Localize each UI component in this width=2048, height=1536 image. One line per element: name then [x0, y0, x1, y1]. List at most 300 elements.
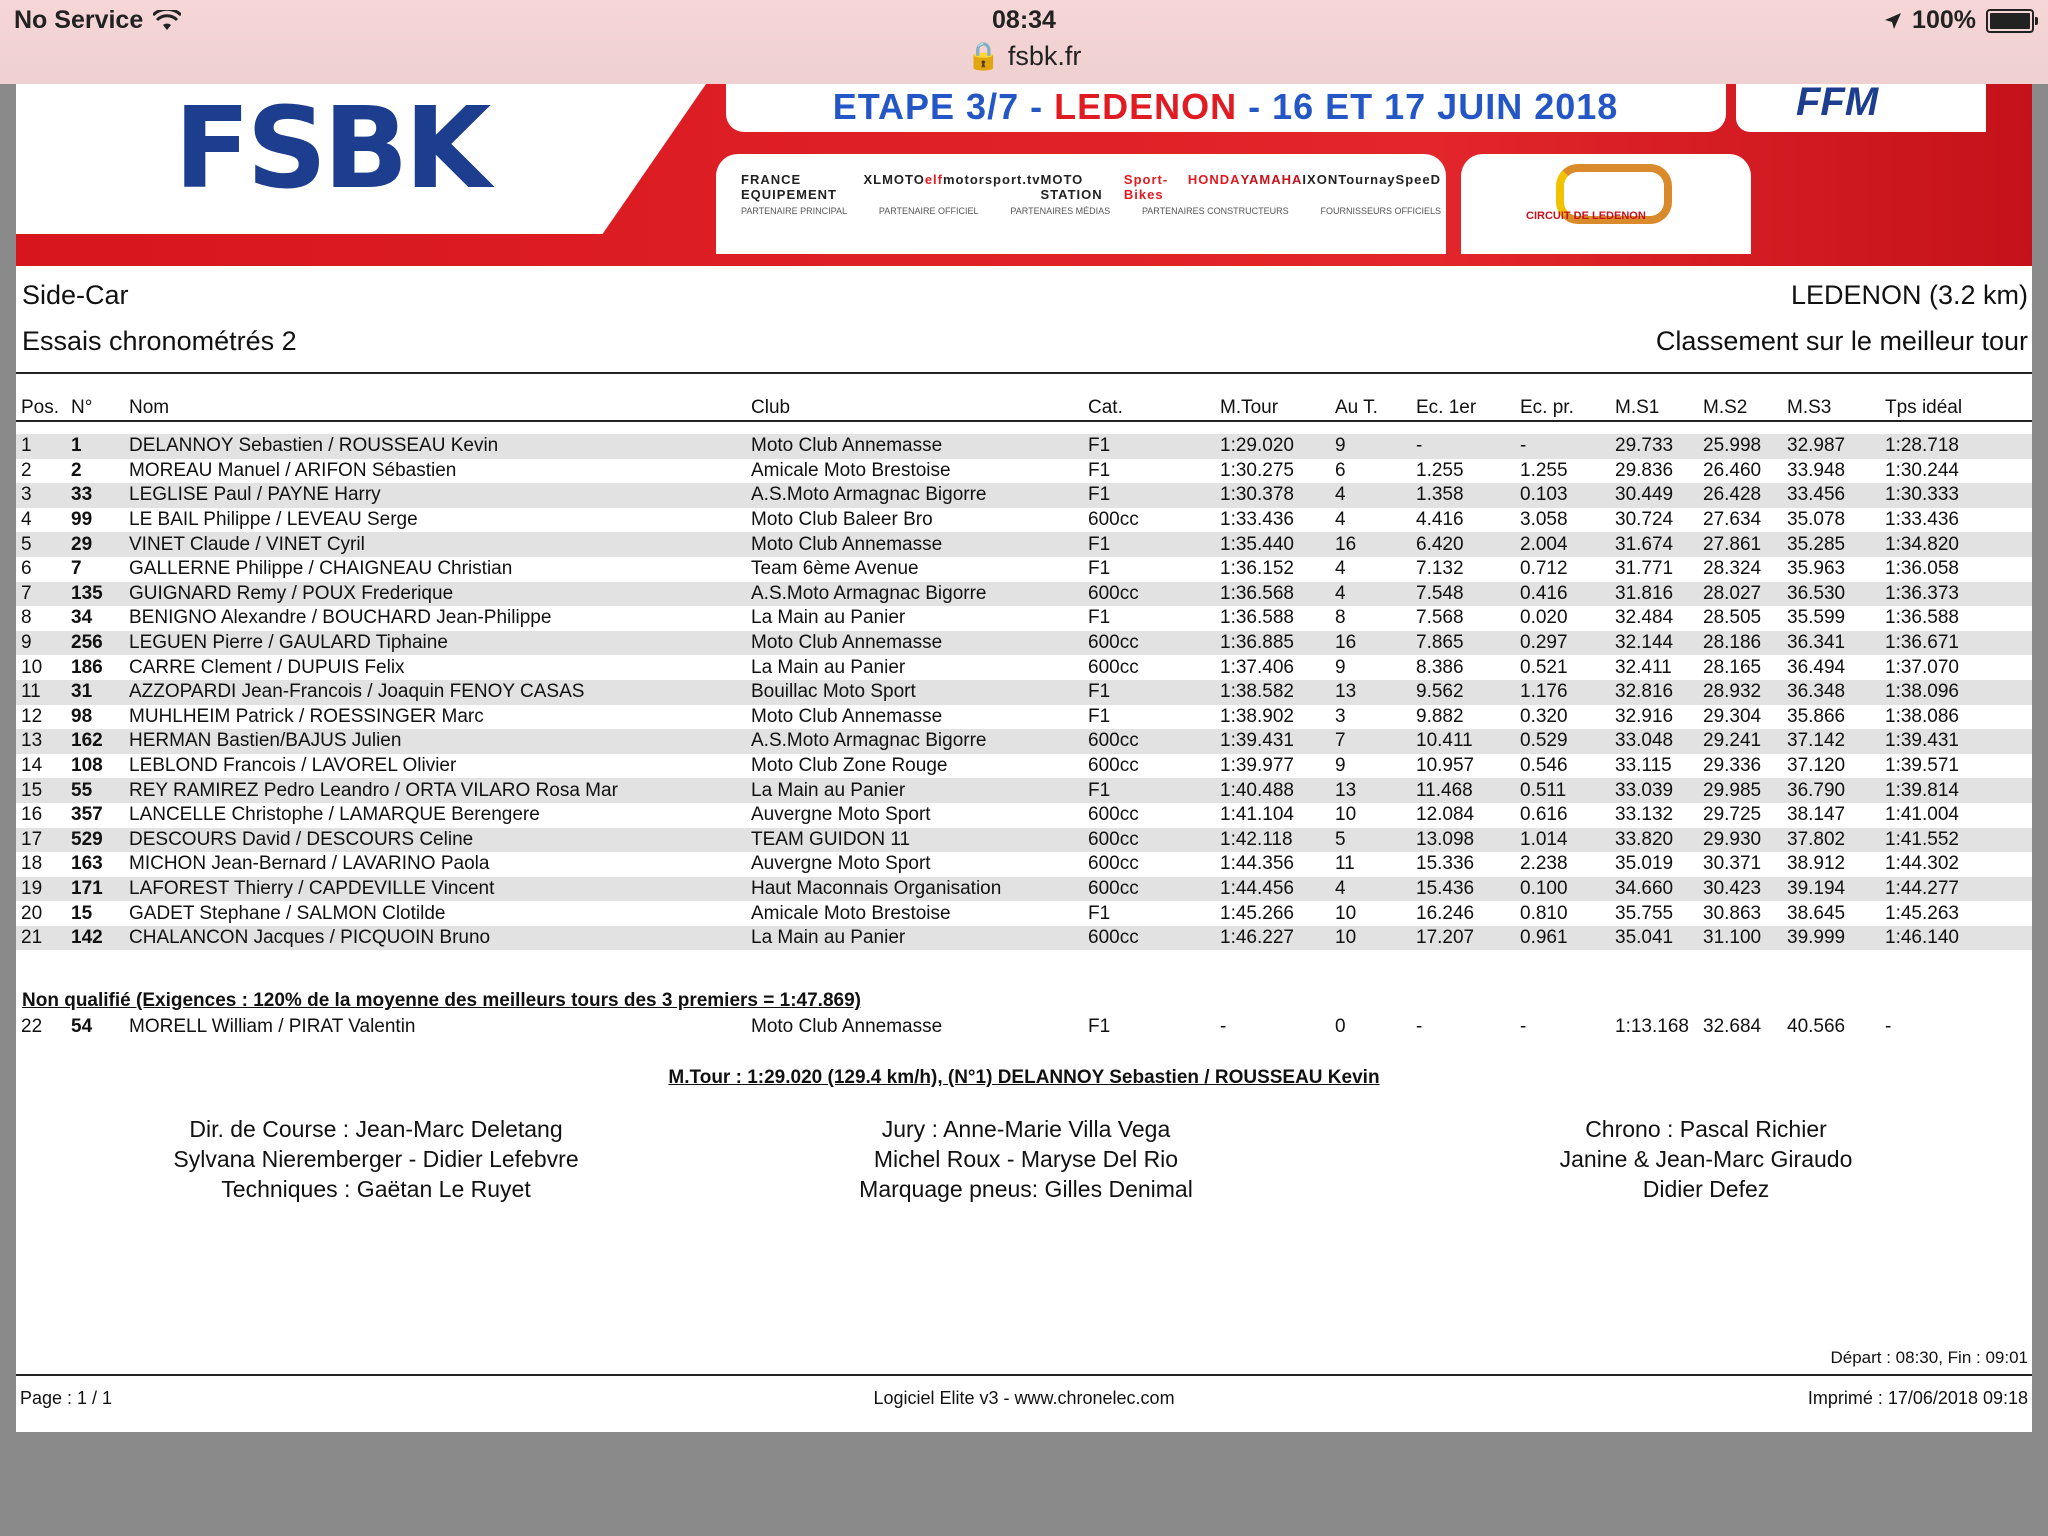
results-document	[16, 84, 2032, 1432]
table-cell: 600cc	[1088, 509, 1139, 531]
table-cell: 1:30.378	[1215, 483, 1330, 508]
table-cell: 29.241	[1698, 729, 1782, 754]
table-cell: 10	[21, 656, 43, 678]
table-cell: 27.634	[1703, 509, 1762, 531]
table-cell: MUHLHEIM Patrick / ROESSINGER Marc	[129, 705, 484, 727]
table-cell: 26.460	[1703, 459, 1762, 481]
table-header-row	[16, 396, 2032, 421]
table-cell: 37.802	[1782, 828, 1880, 853]
print-date: Imprimé : 17/06/2018 09:18	[1807, 1388, 2028, 1408]
table-cell: Haut Maconnais Organisation	[746, 877, 1083, 902]
table-row	[16, 508, 2032, 533]
table-cell: Auvergne Moto Sport	[751, 804, 931, 826]
table-cell: CHALANCON Jacques / PICQUOIN Bruno	[124, 926, 746, 951]
table-cell: LANCELLE Christophe / LAMARQUE Berengere	[129, 804, 540, 826]
table-cell: 15.436	[1411, 877, 1515, 902]
table-cell: 8	[1335, 607, 1346, 629]
table-cell: 7	[1330, 729, 1411, 754]
table-cell: -	[1520, 1016, 1527, 1038]
table-cell: 29.836	[1615, 459, 1674, 481]
table-cell: LE BAIL Philippe / LEVEAU Serge	[129, 509, 418, 531]
table-cell: 32.816	[1610, 680, 1698, 705]
table-cell: 1.014	[1515, 828, 1610, 853]
table-cell: 6.420	[1411, 532, 1515, 557]
table-cell: 1:30.275	[1220, 459, 1294, 481]
table-row	[16, 828, 2032, 853]
sponsor-logo: IXON	[1302, 172, 1339, 187]
table-cell: 4	[1330, 483, 1411, 508]
table-cell: AZZOPARDI Jean-Francois / Joaquin FENOY CASAS	[124, 680, 746, 705]
table-cell: 1:42.118	[1215, 828, 1330, 853]
table-cell: 2.004	[1515, 532, 1610, 557]
table-cell: 28.324	[1703, 558, 1762, 580]
table-cell: 39.999	[1782, 926, 1880, 951]
non-qualified-title: Non qualifié (Exigences : 120% de la moyenne des meilleurs tours des 3 premiers = 1:47.869)	[22, 990, 861, 1011]
table-cell: 162	[66, 729, 124, 754]
table-cell: 3	[1335, 705, 1346, 727]
table-cell: Moto Club Annemasse	[746, 631, 1083, 656]
table-cell: 7.548	[1411, 582, 1515, 607]
table-cell: 0.511	[1515, 778, 1610, 803]
table-row	[16, 901, 2032, 926]
table-cell: 1:33.436	[1885, 509, 1959, 531]
table-cell: 1:39.814	[1880, 778, 2032, 803]
sponsor-logos	[741, 172, 1441, 202]
table-cell: 15	[71, 902, 93, 924]
table-cell: 14	[21, 755, 43, 777]
table-cell: 1:40.488	[1215, 778, 1330, 803]
table-cell: 16.246	[1416, 902, 1475, 924]
table-cell: La Main au Panier	[746, 926, 1083, 951]
table-cell: F1	[1088, 705, 1111, 727]
table-cell: 1:34.820	[1880, 532, 2032, 557]
table-cell: 1:36.588	[1220, 607, 1294, 629]
circuit-label: CIRCUIT DE LEDENON	[1526, 210, 1646, 222]
table-cell: 16	[1330, 631, 1411, 656]
table-cell: 1:30.333	[1880, 483, 2032, 508]
table-cell: La Main au Panier	[746, 778, 1083, 803]
table-cell: 29.304	[1703, 705, 1762, 727]
table-cell: La Main au Panier	[751, 607, 906, 629]
table-cell: 22	[21, 1016, 43, 1038]
table-cell: Amicale Moto Brestoise	[751, 459, 951, 481]
table-cell: 600cc	[1083, 828, 1215, 853]
table-cell: 30.863	[1703, 902, 1762, 924]
table-cell: 256	[66, 631, 124, 656]
table-cell: 6	[21, 558, 32, 580]
battery-status	[1884, 6, 2034, 35]
table-cell: 19	[16, 877, 66, 902]
column-header: M.S1	[1615, 397, 1660, 418]
table-cell: GUIGNARD Remy / POUX Frederique	[124, 582, 746, 607]
table-cell: 1:38.902	[1220, 705, 1294, 727]
table-cell: 13	[16, 729, 66, 754]
footer-divider	[16, 1374, 2032, 1376]
table-row	[16, 582, 2032, 607]
table-cell: 1:39.571	[1885, 755, 1959, 777]
table-cell: 1:44.456	[1215, 877, 1330, 902]
table-cell: 30.724	[1615, 509, 1674, 531]
table-cell: F1	[1088, 902, 1111, 924]
table-cell: Moto Club Annemasse	[746, 434, 1083, 459]
best-lap-summary: M.Tour : 1:29.020 (129.4 km/h), (N°1) DELANNOY Sebastien / ROUSSEAU Kevin	[668, 1067, 1380, 1088]
address-bar[interactable]	[0, 40, 2048, 72]
table-row	[16, 729, 2032, 754]
table-row	[16, 532, 2032, 557]
sponsor-logo: MOTO STATION	[1040, 172, 1103, 202]
table-row	[16, 926, 2032, 951]
table-cell: 16	[21, 804, 43, 826]
table-cell: F1	[1083, 680, 1215, 705]
table-cell: 13.098	[1411, 828, 1515, 853]
table-cell: 32.684	[1703, 1016, 1762, 1038]
table-cell: 31.674	[1610, 532, 1698, 557]
table-cell: 35.041	[1610, 926, 1698, 951]
table-cell: 34	[71, 607, 93, 629]
table-cell: -	[1515, 434, 1610, 459]
table-cell: 36.494	[1787, 656, 1846, 678]
table-cell: 7.865	[1411, 631, 1515, 656]
table-cell: 5	[1330, 828, 1411, 853]
table-cell: 10	[1330, 926, 1411, 951]
table-cell: 1:37.406	[1220, 656, 1294, 678]
table-cell: 30.449	[1610, 483, 1698, 508]
table-cell: 28.165	[1703, 656, 1762, 678]
table-cell: 1:39.977	[1220, 755, 1294, 777]
fsbk-logo: FSBK	[174, 84, 488, 214]
table-cell: 33.115	[1615, 755, 1672, 777]
table-cell: MORELL William / PIRAT Valentin	[129, 1016, 416, 1038]
table-row	[16, 803, 2032, 828]
table-cell: 600cc	[1088, 755, 1139, 777]
table-cell: 17	[16, 828, 66, 853]
table-cell: 142	[66, 926, 124, 951]
table-cell: 31.816	[1610, 582, 1698, 607]
table-cell: 7	[16, 582, 66, 607]
table-cell: 186	[71, 656, 103, 678]
column-header: Cat.	[1088, 397, 1123, 418]
table-cell: GADET Stephane / SALMON Clotilde	[129, 902, 446, 924]
carrier-label: No Service	[14, 6, 144, 34]
table-cell: 1:45.266	[1220, 902, 1294, 924]
officials-left: Dir. de Course : Jean-Marc Deletang Sylvana Nieremberger - Didier Lefebvre Techniques : Gaëtan Le Ruyet	[173, 1116, 579, 1202]
table-cell: 1.358	[1411, 483, 1515, 508]
table-cell: 25.998	[1698, 434, 1782, 459]
table-cell: 1:36.373	[1880, 582, 2032, 607]
lock-icon: 🔒	[966, 41, 1001, 71]
table-cell: 98	[71, 705, 93, 727]
table-cell: 10	[1335, 902, 1357, 924]
table-cell: 1:44.356	[1220, 853, 1294, 875]
table-cell: 0.297	[1515, 631, 1610, 656]
table-cell: 7.568	[1416, 607, 1464, 629]
table-cell: 32.916	[1615, 705, 1674, 727]
table-cell: 36.790	[1782, 778, 1880, 803]
table-cell: 0.810	[1520, 902, 1568, 924]
table-cell: 33.820	[1610, 828, 1698, 853]
table-cell: 171	[66, 877, 124, 902]
table-cell: 0.529	[1515, 729, 1610, 754]
session-title: Essais chronométrés 2	[22, 326, 297, 356]
table-cell: 11	[16, 680, 66, 705]
table-cell: 1:38.096	[1880, 680, 2032, 705]
table-cell: 26.428	[1698, 483, 1782, 508]
table-cell: 27.861	[1698, 532, 1782, 557]
table-cell: 39.194	[1782, 877, 1880, 902]
table-cell: 16	[1330, 532, 1411, 557]
table-cell: 11	[1335, 853, 1355, 875]
table-cell: 1:28.718	[1880, 434, 2032, 459]
table-row	[16, 778, 2032, 803]
table-cell: 12	[21, 705, 43, 727]
table-row	[16, 631, 2032, 656]
sponsor-logo: elf	[924, 172, 943, 187]
table-cell: A.S.Moto Armagnac Bigorre	[746, 582, 1083, 607]
sponsor-logo: Tournay	[1338, 172, 1396, 187]
table-cell: 1:36.152	[1220, 558, 1294, 580]
table-cell: VINET Claude / VINET Cyril	[124, 532, 746, 557]
sponsor-logo: XLMOTO	[863, 172, 925, 187]
table-cell: 9	[1330, 434, 1411, 459]
table-cell: Moto Club Baleer Bro	[751, 509, 933, 531]
table-cell: 1	[16, 434, 66, 459]
table-cell: 0.103	[1515, 483, 1610, 508]
table-cell: 31	[66, 680, 124, 705]
table-cell: 15	[16, 778, 66, 803]
table-cell: MOREAU Manuel / ARIFON Sébastien	[129, 459, 457, 481]
table-cell: 36.341	[1782, 631, 1880, 656]
table-cell: 29.985	[1698, 778, 1782, 803]
table-cell: 11.468	[1411, 778, 1515, 803]
table-cell: A.S.Moto Armagnac Bigorre	[746, 483, 1083, 508]
table-cell: Moto Club Zone Rouge	[751, 755, 948, 777]
page-number: Page : 1 / 1	[20, 1388, 113, 1408]
table-cell: 1:29.020	[1215, 434, 1330, 459]
table-cell: 34.660	[1610, 877, 1698, 902]
table-cell: 35.599	[1787, 607, 1846, 629]
table-cell: F1	[1083, 778, 1215, 803]
table-cell: 17.207	[1411, 926, 1515, 951]
table-cell: 0.320	[1520, 705, 1568, 727]
sponsors-panel	[716, 154, 1446, 254]
table-cell: 0.546	[1520, 755, 1568, 777]
table-cell: 0	[1335, 1016, 1346, 1038]
table-cell: 600cc	[1083, 631, 1215, 656]
table-cell: 10.411	[1411, 729, 1515, 754]
table-cell: GALLERNE Philippe / CHAIGNEAU Christian	[129, 558, 513, 580]
table-cell: LAFOREST Thierry / CAPDEVILLE Vincent	[124, 877, 746, 902]
table-cell: 1:36.671	[1880, 631, 2032, 656]
table-cell: 38.912	[1787, 853, 1846, 875]
table-cell: Auvergne Moto Sport	[751, 853, 931, 875]
table-cell: La Main au Panier	[751, 656, 906, 678]
sponsor-logo: Sport-Bikes	[1123, 172, 1169, 202]
table-cell: 29.733	[1610, 434, 1698, 459]
table-cell: 36.530	[1782, 582, 1880, 607]
column-header: M.S2	[1703, 397, 1748, 418]
table-cell: 1:46.227	[1215, 926, 1330, 951]
table-cell: 2	[71, 459, 82, 481]
header-divider	[16, 372, 2032, 374]
table-cell: 1:33.436	[1220, 509, 1294, 531]
column-header: Tps idéal	[1885, 397, 1963, 418]
table-cell: -	[1885, 1016, 1892, 1038]
table-cell: 37.120	[1787, 755, 1846, 777]
table-cell: 1:13.168	[1615, 1016, 1689, 1038]
table-cell: 13	[1330, 778, 1411, 803]
table-cell: 38.147	[1787, 804, 1846, 826]
column-header: Pos.	[21, 397, 60, 418]
table-cell: 9	[1335, 755, 1346, 777]
table-cell: 1.176	[1515, 680, 1610, 705]
table-cell: 7.132	[1416, 558, 1464, 580]
table-cell: 600cc	[1083, 582, 1215, 607]
table-cell: F1	[1088, 1016, 1111, 1038]
table-cell: 5	[16, 532, 66, 557]
table-cell: 31.100	[1698, 926, 1782, 951]
table-cell: -	[1416, 1016, 1423, 1038]
table-cell: 21	[16, 926, 66, 951]
table-cell: 12.084	[1416, 804, 1475, 826]
table-cell: 0.521	[1520, 656, 1568, 678]
table-cell: 9	[1335, 656, 1346, 678]
table-cell: 28.932	[1698, 680, 1782, 705]
table-cell: 1.255	[1416, 459, 1464, 481]
table-cell: 37.142	[1782, 729, 1880, 754]
table-cell: 600cc	[1088, 853, 1139, 875]
table-cell: Moto Club Annemasse	[746, 532, 1083, 557]
table-cell: 6	[1335, 459, 1346, 481]
table-cell: 29.336	[1703, 755, 1762, 777]
table-cell: 33	[66, 483, 124, 508]
table-cell: 20	[21, 902, 43, 924]
table-row	[16, 557, 2032, 582]
table-row	[16, 852, 2032, 877]
table-cell: 30.371	[1703, 853, 1762, 875]
table-cell: 600cc	[1088, 804, 1139, 826]
table-cell: 1:36.885	[1215, 631, 1330, 656]
table-cell: 33.039	[1610, 778, 1698, 803]
table-cell: 1:46.140	[1880, 926, 2032, 951]
sponsor-logo: FRANCE EQUIPEMENT	[741, 172, 837, 202]
table-cell: 1:36.588	[1885, 607, 1959, 629]
table-cell: 15.336	[1416, 853, 1475, 875]
table-row	[16, 434, 2032, 459]
table-cell: 600cc	[1083, 729, 1215, 754]
table-cell: 1:44.302	[1885, 853, 1959, 875]
sponsor-logo: HONDA	[1187, 172, 1241, 187]
table-cell: F1	[1083, 434, 1215, 459]
table-cell: 4	[1330, 582, 1411, 607]
table-cell: 4	[21, 509, 32, 531]
table-cell: F1	[1083, 532, 1215, 557]
battery-icon	[1986, 9, 2034, 33]
table-cell: 30.423	[1698, 877, 1782, 902]
table-cell: 135	[66, 582, 124, 607]
table-row	[16, 754, 2032, 779]
table-cell: 600cc	[1088, 656, 1139, 678]
table-row	[16, 877, 2032, 902]
table-cell: 4	[1330, 877, 1411, 902]
table-cell: 1:35.440	[1215, 532, 1330, 557]
status-bar	[0, 0, 2048, 84]
table-cell: 33.048	[1610, 729, 1698, 754]
table-cell: 8.386	[1416, 656, 1464, 678]
software-credit: Logiciel Elite v3 - www.chronelec.com	[873, 1388, 1175, 1408]
table-cell: 2	[21, 459, 32, 481]
table-cell: CARRE Clement / DUPUIS Felix	[129, 656, 405, 678]
table-cell: 28.186	[1698, 631, 1782, 656]
officials-center: Jury : Anne-Marie Villa Vega Michel Roux - Maryse Del Rio Marquage pneus: Gilles Denimal	[859, 1116, 1193, 1202]
table-cell: 29.930	[1698, 828, 1782, 853]
table-cell: REY RAMIREZ Pedro Leandro / ORTA VILARO Rosa Mar	[124, 778, 746, 803]
sponsor-logo: SpeeD	[1395, 172, 1442, 187]
table-cell: 3.058	[1520, 509, 1568, 531]
table-cell: 1:44.277	[1880, 877, 2032, 902]
table-cell: 54	[71, 1016, 93, 1038]
column-header: Nom	[129, 397, 170, 418]
table-cell: 35.285	[1782, 532, 1880, 557]
table-cell: 1:38.086	[1885, 705, 1959, 727]
table-cell: 1:41.004	[1885, 804, 1959, 826]
session-times: Départ : 08:30, Fin : 09:01	[1830, 1348, 2028, 1367]
table-cell: LEBLOND Francois / LAVOREL Olivier	[129, 755, 457, 777]
table-cell: 2.238	[1520, 853, 1568, 875]
table-cell: 1:37.070	[1885, 656, 1959, 678]
table-cell: 35.078	[1787, 509, 1846, 531]
sponsor-captions: PARTENAIRE PRINCIPAL PARTENAIRE OFFICIEL PARTENAIRES MÉDIAS PARTENAIRES CONSTRUCTEURS FOURNISSEURS OFFICIELS	[741, 206, 1441, 216]
table-row	[16, 459, 2032, 484]
table-cell: 0.416	[1515, 582, 1610, 607]
table-cell: 32.987	[1782, 434, 1880, 459]
table-cell: 32.411	[1615, 656, 1672, 678]
results-table	[16, 396, 2032, 950]
table-cell: 4	[1335, 509, 1346, 531]
table-cell: LEGLISE Paul / PAYNE Harry	[124, 483, 746, 508]
table-cell: 0.712	[1520, 558, 1568, 580]
table-cell: 1.255	[1520, 459, 1568, 481]
table-cell: 35.963	[1787, 558, 1846, 580]
column-header: M.Tour	[1220, 397, 1279, 418]
column-header: Ec. pr.	[1520, 397, 1574, 418]
table-cell: 35.866	[1787, 705, 1846, 727]
ffm-logo: FFM	[1796, 84, 1879, 124]
table-cell: 29.725	[1703, 804, 1762, 826]
table-cell: 4.416	[1416, 509, 1464, 531]
table-cell: 13	[1330, 680, 1411, 705]
table-cell: 40.566	[1787, 1016, 1846, 1038]
table-cell: 29	[66, 532, 124, 557]
table-cell: 3	[16, 483, 66, 508]
table-cell: 1:38.582	[1215, 680, 1330, 705]
table-cell: 10	[1335, 804, 1357, 826]
table-cell: 9	[16, 631, 66, 656]
table-cell: TEAM GUIDON 11	[746, 828, 1083, 853]
table-cell: 38.645	[1787, 902, 1846, 924]
track-name: LEDENON (3.2 km)	[1790, 280, 2028, 310]
table-cell: 55	[66, 778, 124, 803]
table-cell: 1:41.552	[1880, 828, 2032, 853]
table-cell: Bouillac Moto Sport	[746, 680, 1083, 705]
table-cell: MICHON Jean-Bernard / LAVARINO Paola	[129, 853, 490, 875]
table-cell: 357	[71, 804, 103, 826]
non-qualified-table	[16, 1015, 2032, 1040]
table-cell: BENIGNO Alexandre / BOUCHARD Jean-Philippe	[129, 607, 552, 629]
column-header: Au T.	[1335, 397, 1378, 418]
table-cell: 32.484	[1615, 607, 1674, 629]
clock: 08:34	[992, 6, 1056, 34]
table-row	[16, 483, 2032, 508]
